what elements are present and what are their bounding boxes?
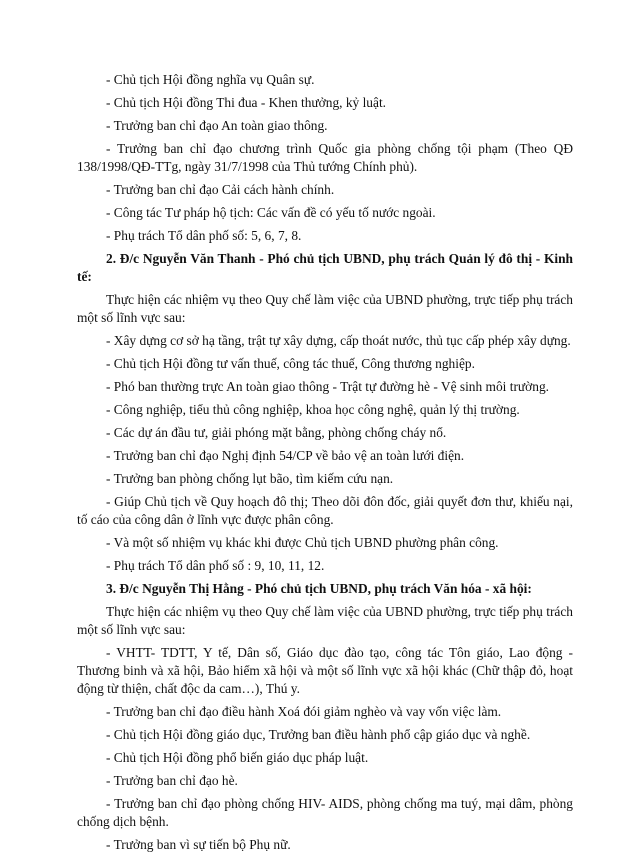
paragraph-22: - VHTT- TDTT, Y tế, Dân số, Giáo dục đào tạo, công tác Tôn giáo, Lao động - Thương binh và xã hội, Bảo hiểm xã hội và một số lĩnh vực xã hội khác (Chữ thập đỏ, hoạt động từ thiện, chất độc da cam…), Thú y. [77, 645, 573, 696]
paragraph-2: - Chủ tịch Hội đồng Thi đua - Khen thưởng, kỷ luật. [106, 95, 387, 110]
paragraph-3: - Trưởng ban chỉ đạo An toàn giao thông. [106, 118, 328, 133]
section-heading-2: 2. Đ/c Nguyễn Văn Thanh - Phó chủ tịch UBND, phụ trách Quản lý đô thị - Kinh tế: [77, 251, 573, 284]
paragraph-17: - Giúp Chủ tịch về Quy hoạch đô thị; Theo dõi đôn đốc, giải quyết đơn thư, khiếu nại, tố cáo của công dân ở lĩnh vực được phân công. [77, 494, 573, 527]
paragraph-28: - Trưởng ban vì sự tiến bộ Phụ nữ. [106, 837, 291, 852]
paragraph-6: - Công tác Tư pháp hộ tịch: Các vấn đề có yếu tố nước ngoài. [106, 205, 436, 220]
paragraph-27: - Trưởng ban chỉ đạo phòng chống HIV- AIDS, phòng chống ma tuý, mại dâm, phòng chống dịch bệnh. [77, 796, 573, 829]
paragraph-18: - Và một số nhiệm vụ khác khi được Chủ tịch UBND phường phân công. [106, 535, 499, 550]
paragraph-24: - Chủ tịch Hội đồng giáo dục, Trưởng ban điều hành phổ cập giáo dục và nghề. [106, 727, 531, 742]
paragraph-23: - Trưởng ban chỉ đạo điều hành Xoá đói giảm nghèo và vay vốn việc làm. [106, 704, 502, 719]
paragraph-5: - Trưởng ban chỉ đạo Cải cách hành chính. [106, 182, 335, 197]
paragraph-12: - Phó ban thường trực An toàn giao thông - Trật tự đường hè - Vệ sinh môi trường. [106, 379, 549, 394]
section-heading-3: 3. Đ/c Nguyễn Thị Hằng - Phó chủ tịch UBND, phụ trách Văn hóa - xã hội: [106, 581, 532, 596]
paragraph-10: - Xây dựng cơ sở hạ tầng, trật tự xây dựng, cấp thoát nước, thủ tục cấp phép xây dựng. [106, 333, 571, 348]
paragraph-7: - Phụ trách Tổ dân phố số: 5, 6, 7, 8. [106, 228, 302, 243]
paragraph-19: - Phụ trách Tổ dân phố số : 9, 10, 11, 12. [106, 558, 325, 573]
paragraph-25: - Chủ tịch Hội đồng phổ biến giáo dục pháp luật. [106, 750, 369, 765]
paragraph-26: - Trưởng ban chỉ đạo hè. [106, 773, 238, 788]
paragraph-9: Thực hiện các nhiệm vụ theo Quy chế làm việc của UBND phường, trực tiếp phụ trách một số lĩnh vực sau: [77, 292, 573, 325]
paragraph-1: - Chủ tịch Hội đồng nghĩa vụ Quân sự. [106, 72, 315, 87]
paragraph-13: - Công nghiệp, tiểu thủ công nghiệp, khoa học công nghệ, quản lý thị trường. [106, 402, 520, 417]
paragraph-4: - Trưởng ban chỉ đạo chương trình Quốc gia phòng chống tội phạm (Theo QĐ 138/1998/QĐ-TTg, ngày 31/7/1998 của Thủ tướng Chính phủ). [77, 141, 573, 174]
paragraph-14: - Các dự án đầu tư, giải phóng mặt bằng, phòng chống cháy nổ. [106, 425, 447, 440]
paragraph-11: - Chủ tịch Hội đồng tư vấn thuế, công tác thuế, Công thương nghiệp. [106, 356, 475, 371]
paragraph-15: - Trưởng ban chỉ đạo Nghị định 54/CP về bảo vệ an toàn lưới điện. [106, 448, 465, 463]
paragraph-21: Thực hiện các nhiệm vụ theo Quy chế làm việc của UBND phường, trực tiếp phụ trách một số lĩnh vực sau: [77, 604, 573, 637]
paragraph-16: - Trưởng ban phòng chống lụt bão, tìm kiếm cứu nạn. [106, 471, 394, 486]
